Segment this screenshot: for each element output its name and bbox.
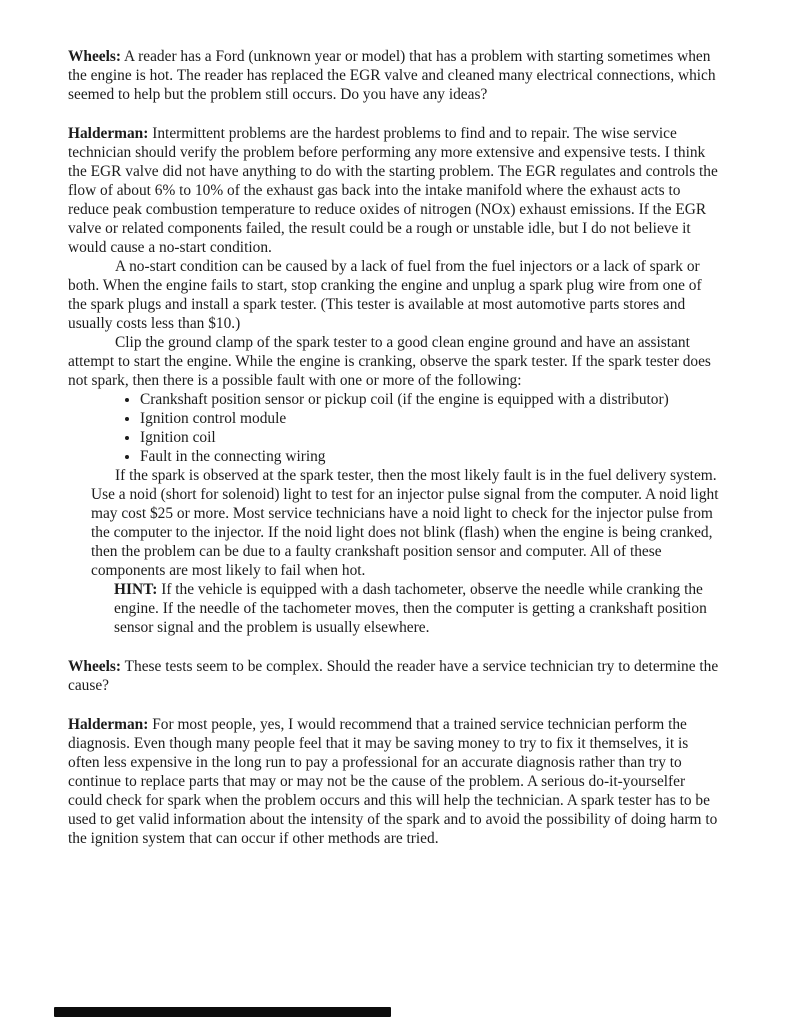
paragraph-text: Intermittent problems are the hardest problems to find and to repair. The wise service technician should verify the problem before performing any more extensive and expensive tests. I think the EGR valve did not have anything to do with the starting problem. The EGR regulates and controls the flow of about 6% to 10% of the exhaust gas back into the intake manifold where the exhaust acts to reduce peak combustion temperature to reduce oxides of nitrogen (NOx) exhaust emissions. If the EGR valve or related components failed, the result could be a rough or unstable idle, but I do not believe it would cause a no-start condition. bbox=[68, 125, 718, 256]
speaker-label-wheels: Wheels: bbox=[68, 48, 122, 65]
fault-bullet-list bbox=[68, 390, 722, 466]
paragraph-text: Clip the ground clamp of the spark tester to a good clean engine ground and have an assistant attempt to start the engine. While the engine is cranking, observe the spark tester. If the spark tester does not spark, then there is a possible fault with one or more of the following: bbox=[68, 334, 711, 389]
paragraph-halderman-answer-2 bbox=[68, 715, 722, 848]
scan-artifact-bar bbox=[54, 1007, 391, 1017]
paragraph-clip-ground-clamp bbox=[68, 333, 722, 390]
list-item: • Fault in the connecting wiring bbox=[140, 447, 722, 466]
paragraph-text: These tests seem to be complex. Should the reader have a service technician try to determine the cause? bbox=[68, 658, 719, 694]
list-item: • Ignition coil bbox=[140, 428, 722, 447]
paragraph-halderman-answer-1 bbox=[68, 124, 722, 257]
list-item: • Crankshaft position sensor or pickup coil (if the engine is equipped with a distributor) bbox=[140, 390, 722, 409]
speaker-label-halderman: Halderman: bbox=[68, 716, 149, 733]
paragraph-text: If the spark is observed at the spark tester, then the most likely fault is in the fuel delivery system. Use a noid (short for solenoid) light to test for an injector pulse signal from the computer. A noid light may cost $25 or more. Most service technicians have a noid light to check for the injector pulse from the computer to the injector. If the noid light does not blink (flash) when the engine is being cranked, then the problem can be due to a faulty crankshaft position sensor and computer. All of these components are most likely to fail when hot. bbox=[91, 467, 719, 579]
paragraph-hint bbox=[114, 580, 722, 637]
paragraph-wheels-question-1 bbox=[68, 47, 722, 104]
paragraph-text: If the vehicle is equipped with a dash tachometer, observe the needle while cranking the engine. If the needle of the tachometer moves, then the computer is getting a crankshaft position sensor signal and the problem is usually elsewhere. bbox=[114, 581, 707, 636]
speaker-label-wheels: Wheels: bbox=[68, 658, 122, 675]
paragraph-text: For most people, yes, I would recommend that a trained service technician perform the diagnosis. Even though many people feel that it may be saving money to try to fix it themselves, it is often less expensive in the long run to pay a professional for an accurate diagnosis rather than try to continue to replace parts that may or may not be the cause of the problem. A serious do-it-yourselfer could check for spark when the problem occurs and this will help the technician. A spark tester has to be used to get valid information about the intensity of the spark and to avoid the possibility of doing harm to the ignition system that can occur if other methods are tried. bbox=[68, 716, 718, 847]
paragraph-wheels-question-2 bbox=[68, 657, 722, 695]
paragraph-spark-observed bbox=[91, 466, 722, 580]
paragraph-text: A reader has a Ford (unknown year or model) that has a problem with starting sometimes when the engine is hot. The reader has replaced the EGR valve and cleaned many electrical connections, which seemed to help but the problem still occurs. Do you have any ideas? bbox=[68, 48, 716, 103]
hint-label: HINT: bbox=[114, 581, 158, 598]
paragraph-text: A no-start condition can be caused by a lack of fuel from the fuel injectors or a lack of spark or both. When the engine fails to start, stop cranking the engine and unplug a spark plug wire from one of the spark plugs and install a spark tester. (This tester is available at most automotive parts stores and usually costs less than $10.) bbox=[68, 258, 702, 332]
page-content bbox=[68, 47, 722, 848]
paragraph-no-start-condition bbox=[68, 257, 722, 333]
speaker-label-halderman: Halderman: bbox=[68, 125, 149, 142]
list-item: • Ignition control module bbox=[140, 409, 722, 428]
